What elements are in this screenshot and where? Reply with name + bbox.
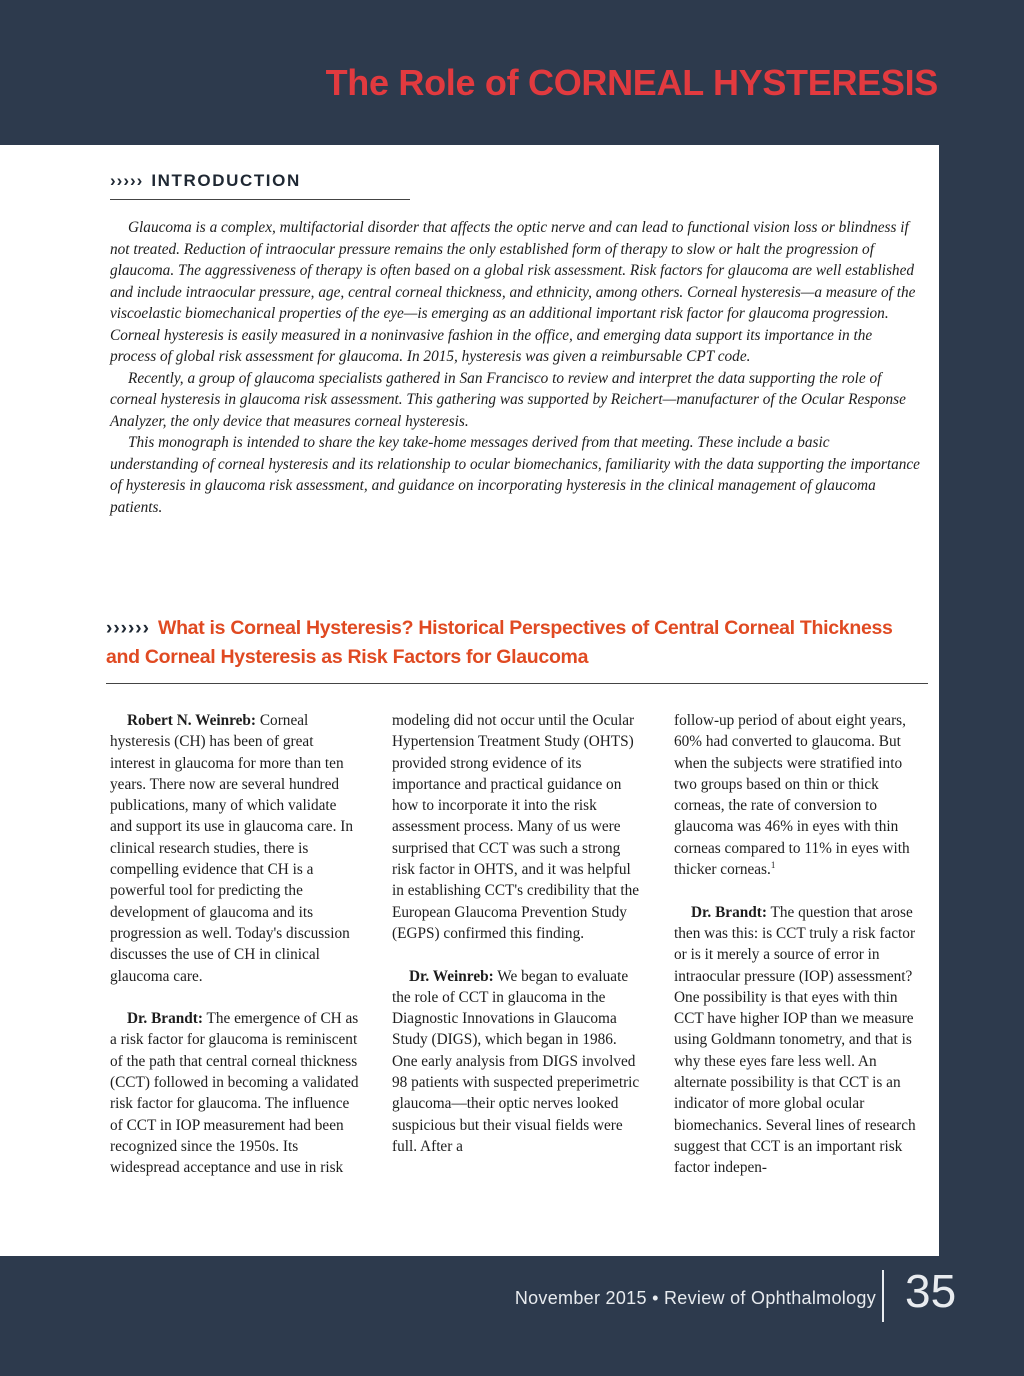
page-title: The Role of CORNEAL HYSTERESIS [325, 62, 938, 103]
section-divider [106, 683, 928, 684]
page-number: 35 [905, 1265, 957, 1317]
text-column-2 [392, 710, 642, 1157]
intro-text [110, 217, 920, 518]
speaker-name: Dr. Weinreb: [409, 967, 494, 985]
section-heading [106, 614, 928, 671]
column-paragraph [392, 966, 642, 1158]
intro-heading [110, 171, 410, 191]
column-paragraph [674, 902, 924, 1179]
speaker-name: Robert N. Weinreb: [127, 712, 257, 729]
section-heading-label: What is Corneal Hysteresis? Historical Perspectives of Central Corneal Thickness and Corneal Hysteresis as Risk Factors for Glaucoma [106, 617, 893, 668]
footer-divider [882, 1270, 884, 1322]
column-paragraph: modeling did not occur until the Ocular Hypertension Treatment Study (OHTS) provided strong evidence of its importance and practical guidance on how to incorporate it into the risk assessment process. Many of us were surprised that CCT was such a strong risk factor in OHTS, and it was helpful in establishing CCT's credibility that the European Glaucoma Prevention Study (EGPS) confirmed this finding. [392, 712, 640, 942]
text-column-1 [110, 710, 360, 1179]
intro-paragraph: Recently, a group of glaucoma specialists gathered in San Francisco to review and interpret the data supporting the role of corneal hysteresis in glaucoma risk assessment. This gathering was supported by Reichert—manufacturer of the Ocular Response Analyzer, the only device that measures corneal hysteresis. [110, 369, 906, 430]
paragraph-text: We began to evaluate the role of CCT in glaucoma in the Diagnostic Innovations in Glaucoma Study (DIGS), which began in 1986. One early analysis from DIGS involved 98 patients with suspected preperimetric glaucoma—their optic nerves looked suspicious but their visual fields were full. After a [392, 967, 640, 1155]
chevrons-icon: ›››››› [106, 618, 150, 639]
chevrons-icon: ››››› [110, 171, 144, 190]
paragraph-text: Corneal hysteresis (CH) has been of great interest in glaucoma for more than ten years. There now are several hundred publications, many of which validate and support its use in glaucoma care. In clinical research studies, there is compelling evidence that CH is a powerful tool for predicting the development of glaucoma and its progression as well. Today's discussion discusses the use of CH in clinical glaucoma care. [110, 712, 353, 985]
column-paragraph [110, 710, 360, 987]
paragraph-text: The emergence of CH as a risk factor for glaucoma is reminiscent of the path that central corneal thickness (CCT) followed in becoming a validated risk factor for glaucoma. The influence of CCT in IOP measurement had been recognized since the 1950s. Its widespread acceptance and use in risk [110, 1010, 359, 1177]
speaker-name: Dr. Brandt: [127, 1010, 203, 1028]
intro-divider [110, 199, 410, 200]
speaker-name: Dr. Brandt: [691, 903, 767, 921]
column-paragraph [674, 710, 924, 880]
text-column-3 [674, 710, 924, 1179]
intro-paragraph: Glaucoma is a complex, multifactorial disorder that affects the optic nerve and can lead to functional vision loss or blindness if not treated. Reduction of intraocular pressure remains the only established form of therapy to slow or halt the progression of glaucoma. The aggressiveness of therapy is often based on a global risk assessment. Risk factors for glaucoma are well established and include intraocular pressure, age, central corneal thickness, and ethnicity, among others. Corneal hysteresis—a measure of the viscoelastic biomechanical properties of the eye—is emerging as an additional important risk factor for glaucoma progression. Corneal hysteresis is easily measured in a noninvasive fashion in the office, and emerging data support its importance in the process of global risk assessment for glaucoma. In 2015, hysteresis was given a reimbursable CPT code. [110, 219, 916, 365]
paragraph-text: follow-up period of about eight years, 60% had converted to glaucoma. But when the subjects were stratified into two groups based on thin or thick corneas, the rate of conversion to glaucoma was 46% in eyes with thin corneas compared to 11% in eyes with thicker corneas. [674, 712, 910, 879]
intro-paragraph: This monograph is intended to share the key take-home messages derived from that meeting. These include a basic understanding of corneal hysteresis and its relationship to ocular biomechanics, familiarity with the data supporting the importance of hysteresis in glaucoma risk assessment, and guidance on incorporating hysteresis in the clinical management of glaucoma patients. [110, 434, 920, 516]
footer-citation: November 2015 • Review of Ophthalmology [514, 1288, 876, 1308]
column-paragraph [110, 1008, 360, 1178]
intro-heading-label: INTRODUCTION [151, 171, 301, 190]
paragraph-text: The question that arose then was this: is CCT truly a risk factor or is it merely a source of error in intraocular pressure (IOP) assessment? One possibility is that eyes with thin CCT have higher IOP than we measure using Goldmann tonometry, and that is why these eyes fare less well. An alternate possibility is that CCT is an indicator of more global ocular biomechanics. Several lines of research suggest that CCT is an important risk factor indepen- [674, 903, 916, 1177]
reference-marker: 1 [770, 859, 776, 870]
